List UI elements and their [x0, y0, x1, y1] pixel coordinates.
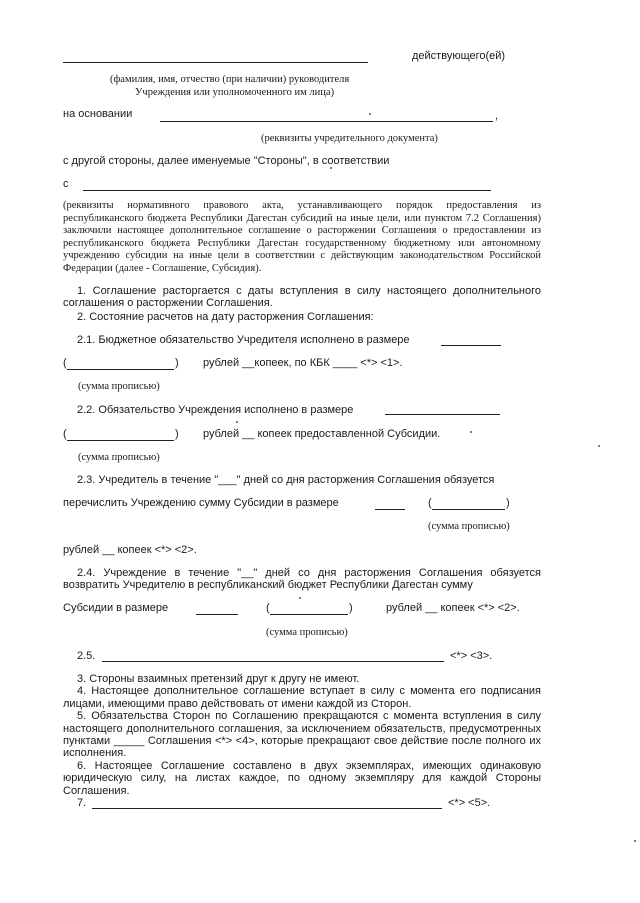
clause-2-2-b: рублей __ копеек предоставленной Субсидии. [203, 428, 441, 440]
clause-2-2-open-paren: ( [63, 428, 67, 440]
sum-words-caption-1: (сумма прописью) [78, 381, 160, 392]
clause-7-num: 7. [77, 797, 87, 809]
scan-speck [470, 431, 472, 433]
clause-2-1-open-paren: ( [63, 357, 67, 369]
clause-2-4-words-line[interactable] [270, 614, 348, 615]
clause-6: 6. Настоящее Соглашение составлено в двух экземплярах, имеющих одинаковую юридическую силу, на листах каждое, по одному экземпляру для каждой Стороны Соглашения. [63, 759, 541, 797]
clause-1: 1. Соглашение расторгается с даты вступления в силу настоящего дополнительного соглашения о расторжении Соглашения. [63, 285, 541, 310]
head-name-line[interactable] [63, 62, 368, 63]
clause-2-3-a: 2.3. Учредитель в течение "___" дней со дня расторжения Соглашения обязуется [77, 474, 495, 486]
scan-speck [634, 840, 636, 842]
other-party-text: с другой стороны, далее именуемые "Стороны", в соответствии [63, 155, 390, 167]
clause-2-3-c: рублей __ копеек <*> <2>. [63, 544, 197, 556]
scan-speck [369, 113, 371, 115]
normative-act-line[interactable] [83, 190, 491, 191]
scan-speck [330, 167, 332, 169]
head-caption-1: (фамилия, имя, отчество (при наличии) руководителя [110, 74, 350, 85]
clause-3: 3. Стороны взаимных претензий друг к другу не имеют. [77, 673, 360, 685]
clause-7-line[interactable] [92, 808, 442, 809]
clause-2-2-amount-line[interactable] [385, 414, 500, 415]
clause-2-5-num: 2.5. [77, 650, 96, 662]
basis-label: на основании [63, 108, 133, 120]
head-caption-2: Учреждения или уполномоченного им лица) [135, 87, 335, 98]
clause-2-5-ref: <*> <3>. [450, 650, 493, 662]
clause-2-1-a: 2.1. Бюджетное обязательство Учредителя исполнено в размере [77, 334, 410, 346]
clause-2-1-words-line[interactable] [67, 369, 174, 370]
preamble-text: (реквизиты нормативного правового акта, устанавливающего порядок предоставления из республиканского бюджета Республики Дагестан субсидий на иные цели, или пунктом 7.2 Соглашения) заключили настоящее дополнительное соглашение о расторжении Соглашения о предоставлении из республиканского бюджета Республики Дагестан государственному бюджетному или автономному учреждению субсидии на иные цели в соответствии с действующим законодательством Российской Федерации (далее - Соглашение, Субсидия). [63, 200, 541, 274]
clause-2-3-amount-line[interactable] [375, 509, 405, 510]
clause-2-3-open-paren: ( [428, 497, 432, 509]
clause-2-3-close-paren: ) [506, 497, 510, 509]
clause-2-5-line[interactable] [102, 661, 444, 662]
clause-2-3-b: перечислить Учреждению сумму Субсидии в размере [63, 497, 339, 509]
sum-words-caption-2: (сумма прописью) [78, 452, 160, 463]
clause-2-1-amount-line[interactable] [441, 345, 501, 346]
clause-2-4-open-paren: ( [266, 602, 270, 614]
with-label: с [63, 178, 69, 190]
acting-text: действующего(ей) [412, 50, 506, 62]
basis-comma: , [495, 110, 499, 122]
clause-2: 2. Состояние расчетов на дату расторжения Соглашения: [77, 311, 374, 323]
clause-2-3-words-line[interactable] [432, 509, 505, 510]
clause-7-ref: <*> <5>. [448, 797, 491, 809]
clause-2-1-close-paren: ) [175, 357, 179, 369]
scan-speck [236, 421, 238, 423]
clause-2-2-close-paren: ) [175, 428, 179, 440]
clause-5: 5. Обязательства Сторон по Соглашению прекращаются с момента вступления в силу настоящего дополнительного соглашения, за исключением обязательств, предусмотренных пунктами _____ Соглашения <*> <4>, которые прекращают свое действие после полного их исполнения. [63, 710, 541, 760]
clause-2-4-b: Субсидии в размере [63, 602, 169, 614]
sum-words-caption-4: (сумма прописью) [266, 627, 348, 638]
clause-2-2-a: 2.2. Обязательство Учреждения исполнено в размере [77, 404, 354, 416]
clause-2-2-words-line[interactable] [67, 440, 174, 441]
sum-words-caption-3: (сумма прописью) [428, 521, 510, 532]
clause-4: 4. Настоящее дополнительное соглашение вступает в силу с момента его подписания лицами, имеющими право действовать от имени каждой из Сторон. [63, 685, 541, 710]
clause-2-4-c: рублей __ копеек <*> <2>. [386, 602, 520, 614]
clause-2-4-a: 2.4. Учреждение в течение "__" дней со дня расторжения Соглашения обязуется возвратить Учредителю в республиканский бюджет Республики Дагестан сумму [63, 567, 541, 592]
clause-2-4-amount-line[interactable] [196, 614, 238, 615]
scan-speck [598, 445, 600, 447]
basis-line[interactable] [160, 121, 493, 122]
scan-speck [299, 597, 301, 599]
clause-2-4-close-paren: ) [349, 602, 353, 614]
clause-2-1-b: рублей __копеек, по КБК ____ <*> <1>. [203, 357, 403, 369]
clauses-3-6 [63, 673, 541, 797]
basis-caption: (реквизиты учредительного документа) [261, 133, 438, 144]
